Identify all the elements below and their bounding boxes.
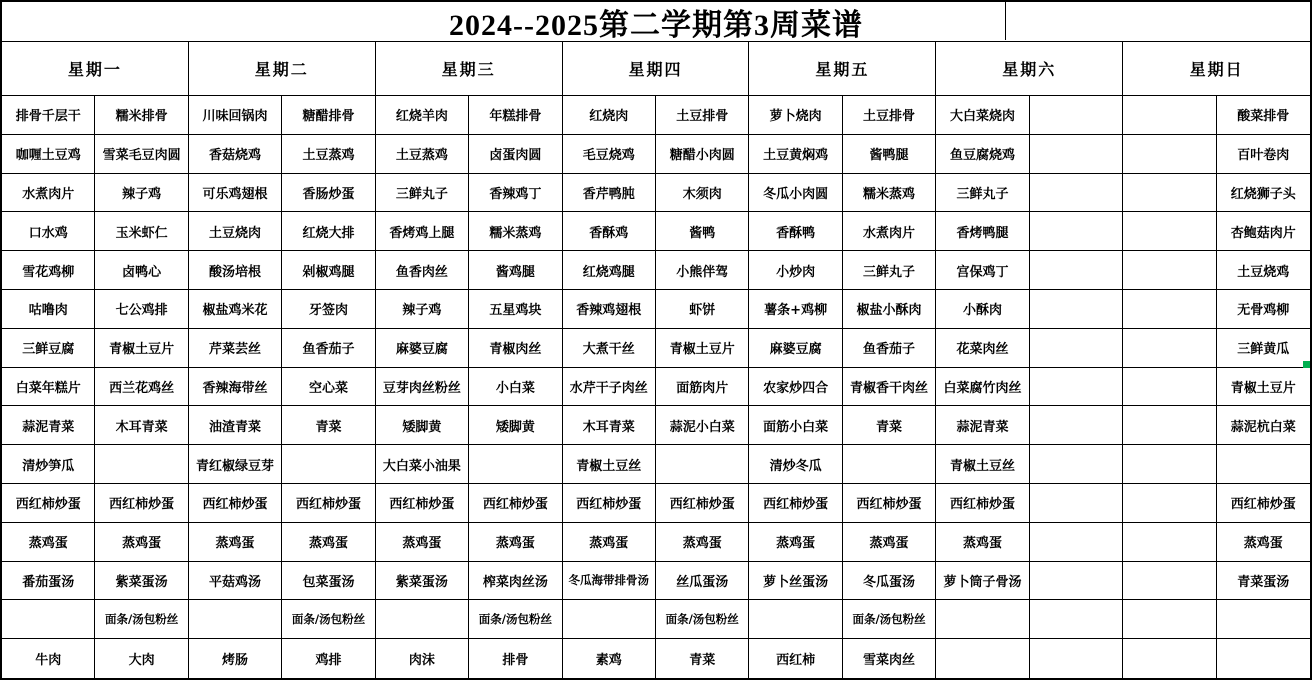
menu-title: 2024--2025第二学期第3周菜谱 <box>2 2 1310 42</box>
menu-cell[interactable]: 番茄蛋汤 <box>2 562 95 601</box>
menu-cell[interactable]: 香酥鸭 <box>749 212 842 251</box>
menu-cell[interactable]: 酱鸭腿 <box>843 135 936 174</box>
menu-cell[interactable]: 口水鸡 <box>2 212 95 251</box>
empty-cell[interactable] <box>656 445 749 484</box>
menu-cell[interactable]: 蒸鸡蛋 <box>563 523 656 562</box>
menu-cell[interactable]: 面条/汤包粉丝 <box>843 600 936 639</box>
menu-cell[interactable]: 木须肉 <box>656 174 749 213</box>
menu-cell[interactable]: 水煮肉片 <box>2 174 95 213</box>
menu-cell[interactable]: 宫保鸡丁 <box>936 251 1029 290</box>
menu-cell[interactable]: 农家炒四合 <box>749 368 842 407</box>
empty-cell[interactable] <box>189 600 282 639</box>
menu-cell[interactable]: 西红柿炒蛋 <box>843 484 936 523</box>
menu-cell[interactable]: 豆芽肉丝粉丝 <box>376 368 469 407</box>
menu-cell[interactable]: 包菜蛋汤 <box>282 562 375 601</box>
empty-cell[interactable] <box>1123 600 1216 639</box>
menu-cell[interactable]: 薯条+鸡柳 <box>749 290 842 329</box>
menu-cell[interactable]: 青菜 <box>656 639 749 678</box>
menu-cell[interactable]: 川味回锅肉 <box>189 96 282 135</box>
menu-cell[interactable]: 酸汤培根 <box>189 251 282 290</box>
menu-cell[interactable]: 红烧羊肉 <box>376 96 469 135</box>
empty-cell[interactable] <box>2 600 95 639</box>
menu-cell[interactable]: 玉米虾仁 <box>95 212 188 251</box>
menu-cell[interactable]: 矮脚黄 <box>376 406 469 445</box>
menu-cell[interactable]: 西红柿炒蛋 <box>656 484 749 523</box>
menu-cell[interactable]: 香菇烧鸡 <box>189 135 282 174</box>
menu-cell[interactable]: 三鲜丸子 <box>936 174 1029 213</box>
menu-cell[interactable]: 小炒肉 <box>749 251 842 290</box>
day-header-4[interactable]: 星期四 <box>563 42 750 96</box>
menu-cell[interactable]: 红烧鸡腿 <box>563 251 656 290</box>
menu-cell[interactable]: 咖喱土豆鸡 <box>2 135 95 174</box>
menu-cell[interactable]: 糯米蒸鸡 <box>469 212 562 251</box>
menu-cell[interactable]: 水芹干子肉丝 <box>563 368 656 407</box>
menu-cell[interactable]: 西红柿炒蛋 <box>1217 484 1310 523</box>
empty-cell[interactable] <box>1217 639 1310 678</box>
menu-cell[interactable]: 冬瓜海带排骨汤 <box>563 562 656 601</box>
menu-cell[interactable]: 香辣海带丝 <box>189 368 282 407</box>
menu-cell[interactable]: 七公鸡排 <box>95 290 188 329</box>
empty-cell[interactable] <box>936 600 1029 639</box>
menu-cell[interactable]: 西红柿炒蛋 <box>749 484 842 523</box>
menu-cell[interactable]: 冬瓜蛋汤 <box>843 562 936 601</box>
menu-cell[interactable]: 青椒香干肉丝 <box>843 368 936 407</box>
menu-cell[interactable]: 大肉 <box>95 639 188 678</box>
empty-cell[interactable] <box>1030 523 1123 562</box>
menu-cell[interactable]: 面条/汤包粉丝 <box>469 600 562 639</box>
title-divider-line <box>1005 0 1006 40</box>
menu-cell[interactable]: 萝卜丝蛋汤 <box>749 562 842 601</box>
menu-cell[interactable]: 土豆蒸鸡 <box>282 135 375 174</box>
menu-cell[interactable]: 西红柿炒蛋 <box>936 484 1029 523</box>
menu-cell[interactable]: 矮脚黄 <box>469 406 562 445</box>
menu-cell[interactable]: 青椒土豆片 <box>1217 368 1310 407</box>
menu-cell[interactable]: 面筋小白菜 <box>749 406 842 445</box>
menu-cell[interactable]: 排骨千层干 <box>2 96 95 135</box>
menu-cell[interactable]: 香烤鸡上腿 <box>376 212 469 251</box>
menu-cell[interactable]: 雪菜毛豆肉圆 <box>95 135 188 174</box>
menu-cell[interactable]: 三鲜豆腐 <box>2 329 95 368</box>
menu-cell[interactable]: 麻婆豆腐 <box>376 329 469 368</box>
menu-cell[interactable]: 紫菜蛋汤 <box>95 562 188 601</box>
menu-cell[interactable]: 清炒笋瓜 <box>2 445 95 484</box>
empty-cell[interactable] <box>469 445 562 484</box>
day-header-7[interactable]: 星期日 <box>1123 42 1310 96</box>
empty-cell[interactable] <box>1030 639 1123 678</box>
empty-cell[interactable] <box>1030 600 1123 639</box>
menu-cell[interactable]: 清炒冬瓜 <box>749 445 842 484</box>
menu-cell[interactable]: 剁椒鸡腿 <box>282 251 375 290</box>
empty-cell[interactable] <box>1030 174 1123 213</box>
empty-cell[interactable] <box>1123 135 1216 174</box>
empty-cell[interactable] <box>1217 600 1310 639</box>
menu-cell[interactable]: 蒸鸡蛋 <box>189 523 282 562</box>
menu-cell[interactable]: 青椒土豆丝 <box>936 445 1029 484</box>
menu-cell[interactable]: 西兰花鸡丝 <box>95 368 188 407</box>
menu-cell[interactable]: 红烧大排 <box>282 212 375 251</box>
menu-cell[interactable]: 土豆烧肉 <box>189 212 282 251</box>
menu-cell[interactable]: 红烧狮子头 <box>1217 174 1310 213</box>
menu-cell[interactable]: 面条/汤包粉丝 <box>656 600 749 639</box>
menu-cell[interactable]: 蒸鸡蛋 <box>469 523 562 562</box>
menu-cell[interactable]: 素鸡 <box>563 639 656 678</box>
menu-cell[interactable]: 排骨 <box>469 639 562 678</box>
menu-cell[interactable]: 牛肉 <box>2 639 95 678</box>
empty-cell[interactable] <box>1123 523 1216 562</box>
empty-cell[interactable] <box>1030 329 1123 368</box>
menu-cell[interactable]: 蒸鸡蛋 <box>282 523 375 562</box>
empty-cell[interactable] <box>936 639 1029 678</box>
menu-cell[interactable]: 雪菜肉丝 <box>843 639 936 678</box>
menu-cell[interactable]: 杏鲍菇肉片 <box>1217 212 1310 251</box>
menu-cell[interactable]: 五星鸡块 <box>469 290 562 329</box>
menu-cell[interactable]: 烤肠 <box>189 639 282 678</box>
empty-cell[interactable] <box>749 600 842 639</box>
menu-cell[interactable]: 青椒肉丝 <box>469 329 562 368</box>
menu-cell[interactable]: 虾饼 <box>656 290 749 329</box>
menu-cell[interactable]: 鱼香茄子 <box>843 329 936 368</box>
menu-cell[interactable]: 辣子鸡 <box>376 290 469 329</box>
menu-cell[interactable]: 土豆蒸鸡 <box>376 135 469 174</box>
menu-cell[interactable]: 无骨鸡柳 <box>1217 290 1310 329</box>
menu-cell[interactable]: 糖醋小肉圆 <box>656 135 749 174</box>
menu-cell[interactable]: 花菜肉丝 <box>936 329 1029 368</box>
menu-cell[interactable]: 西红柿炒蛋 <box>376 484 469 523</box>
menu-cell[interactable]: 可乐鸡翅根 <box>189 174 282 213</box>
empty-cell[interactable] <box>843 445 936 484</box>
menu-cell[interactable]: 土豆黄焖鸡 <box>749 135 842 174</box>
day-header-5[interactable]: 星期五 <box>749 42 936 96</box>
menu-cell[interactable]: 大白菜烧肉 <box>936 96 1029 135</box>
menu-cell[interactable]: 蒜泥青菜 <box>2 406 95 445</box>
menu-cell[interactable]: 白菜腐竹肉丝 <box>936 368 1029 407</box>
menu-cell[interactable]: 三鲜黄瓜 <box>1217 329 1310 368</box>
empty-cell[interactable] <box>1123 368 1216 407</box>
menu-cell[interactable]: 青菜 <box>843 406 936 445</box>
menu-cell[interactable]: 榨菜肉丝汤 <box>469 562 562 601</box>
menu-cell[interactable]: 三鲜丸子 <box>843 251 936 290</box>
empty-cell[interactable] <box>1123 251 1216 290</box>
empty-cell[interactable] <box>1123 212 1216 251</box>
menu-cell[interactable]: 西红柿炒蛋 <box>189 484 282 523</box>
menu-cell[interactable]: 木耳青菜 <box>563 406 656 445</box>
menu-cell[interactable]: 三鲜丸子 <box>376 174 469 213</box>
menu-cell[interactable]: 水煮肉片 <box>843 212 936 251</box>
menu-cell[interactable]: 椒盐小酥肉 <box>843 290 936 329</box>
menu-cell[interactable]: 鸡排 <box>282 639 375 678</box>
menu-cell[interactable]: 年糕排骨 <box>469 96 562 135</box>
empty-cell[interactable] <box>1123 329 1216 368</box>
menu-cell[interactable]: 蒜泥小白菜 <box>656 406 749 445</box>
empty-cell[interactable] <box>1123 562 1216 601</box>
menu-cell[interactable]: 西红柿炒蛋 <box>95 484 188 523</box>
empty-cell[interactable] <box>282 445 375 484</box>
menu-cell[interactable]: 肉沫 <box>376 639 469 678</box>
empty-cell[interactable] <box>1030 212 1123 251</box>
empty-cell[interactable] <box>1123 174 1216 213</box>
menu-cell[interactable]: 小白菜 <box>469 368 562 407</box>
empty-cell[interactable] <box>1030 290 1123 329</box>
empty-cell[interactable] <box>95 445 188 484</box>
menu-cell[interactable]: 香肠炒蛋 <box>282 174 375 213</box>
menu-cell[interactable]: 西红柿炒蛋 <box>469 484 562 523</box>
empty-cell[interactable] <box>1123 484 1216 523</box>
menu-cell[interactable]: 青红椒绿豆芽 <box>189 445 282 484</box>
menu-cell[interactable]: 蒸鸡蛋 <box>843 523 936 562</box>
empty-cell[interactable] <box>1030 445 1123 484</box>
menu-cell[interactable]: 西红柿炒蛋 <box>2 484 95 523</box>
day-header-6[interactable]: 星期六 <box>936 42 1123 96</box>
menu-cell[interactable]: 萝卜筒子骨汤 <box>936 562 1029 601</box>
menu-cell[interactable]: 土豆烧鸡 <box>1217 251 1310 290</box>
menu-cell[interactable]: 平菇鸡汤 <box>189 562 282 601</box>
menu-cell[interactable]: 酱鸡腿 <box>469 251 562 290</box>
menu-cell[interactable]: 大煮干丝 <box>563 329 656 368</box>
menu-cell[interactable]: 蒸鸡蛋 <box>2 523 95 562</box>
menu-cell[interactable]: 牙签肉 <box>282 290 375 329</box>
menu-cell[interactable]: 酸菜排骨 <box>1217 96 1310 135</box>
empty-cell[interactable] <box>1030 251 1123 290</box>
menu-cell[interactable]: 蒸鸡蛋 <box>95 523 188 562</box>
menu-cell[interactable]: 蒸鸡蛋 <box>376 523 469 562</box>
menu-cell[interactable]: 青椒土豆片 <box>95 329 188 368</box>
menu-cell[interactable]: 土豆排骨 <box>843 96 936 135</box>
menu-cell[interactable]: 油渣青菜 <box>189 406 282 445</box>
menu-cell[interactable]: 鱼香茄子 <box>282 329 375 368</box>
menu-cell[interactable]: 冬瓜小肉圆 <box>749 174 842 213</box>
menu-cell[interactable]: 土豆排骨 <box>656 96 749 135</box>
menu-cell[interactable]: 香芹鸭肫 <box>563 174 656 213</box>
menu-cell[interactable]: 芹菜芸丝 <box>189 329 282 368</box>
menu-cell[interactable]: 辣子鸡 <box>95 174 188 213</box>
empty-cell[interactable] <box>376 600 469 639</box>
empty-cell[interactable] <box>1123 639 1216 678</box>
menu-cell[interactable]: 蒸鸡蛋 <box>749 523 842 562</box>
menu-cell[interactable]: 糯米蒸鸡 <box>843 174 936 213</box>
menu-cell[interactable]: 西红柿 <box>749 639 842 678</box>
empty-cell[interactable] <box>1030 135 1123 174</box>
menu-cell[interactable]: 面条/汤包粉丝 <box>95 600 188 639</box>
menu-cell[interactable]: 酱鸭 <box>656 212 749 251</box>
empty-cell[interactable] <box>1030 562 1123 601</box>
menu-cell[interactable]: 蒸鸡蛋 <box>656 523 749 562</box>
menu-cell[interactable]: 麻婆豆腐 <box>749 329 842 368</box>
empty-cell[interactable] <box>1030 484 1123 523</box>
menu-cell[interactable]: 面条/汤包粉丝 <box>282 600 375 639</box>
empty-cell[interactable] <box>1123 406 1216 445</box>
menu-cell[interactable]: 空心菜 <box>282 368 375 407</box>
menu-cell[interactable]: 西红柿炒蛋 <box>282 484 375 523</box>
menu-cell[interactable]: 蒸鸡蛋 <box>1217 523 1310 562</box>
menu-cell[interactable]: 小熊伴驾 <box>656 251 749 290</box>
empty-cell[interactable] <box>563 600 656 639</box>
menu-cell[interactable]: 糯米排骨 <box>95 96 188 135</box>
menu-cell[interactable]: 木耳青菜 <box>95 406 188 445</box>
menu-cell[interactable]: 香酥鸡 <box>563 212 656 251</box>
menu-cell[interactable]: 百叶卷肉 <box>1217 135 1310 174</box>
menu-cell[interactable]: 鱼豆腐烧鸡 <box>936 135 1029 174</box>
menu-cell[interactable]: 毛豆烧鸡 <box>563 135 656 174</box>
menu-cell[interactable]: 青椒土豆丝 <box>563 445 656 484</box>
menu-cell[interactable]: 小酥肉 <box>936 290 1029 329</box>
menu-cell[interactable]: 西红柿炒蛋 <box>563 484 656 523</box>
menu-cell[interactable]: 紫菜蛋汤 <box>376 562 469 601</box>
empty-cell[interactable] <box>1030 406 1123 445</box>
menu-cell[interactable]: 卤蛋肉圆 <box>469 135 562 174</box>
empty-cell[interactable] <box>1123 290 1216 329</box>
selection-fill-handle-icon[interactable] <box>1303 361 1310 368</box>
menu-cell[interactable]: 糖醋排骨 <box>282 96 375 135</box>
empty-cell[interactable] <box>1030 96 1123 135</box>
menu-cell[interactable]: 青椒土豆片 <box>656 329 749 368</box>
empty-cell[interactable] <box>1123 96 1216 135</box>
day-header-2[interactable]: 星期二 <box>189 42 376 96</box>
menu-cell[interactable]: 萝卜烧肉 <box>749 96 842 135</box>
menu-cell[interactable]: 蒸鸡蛋 <box>936 523 1029 562</box>
menu-cell[interactable]: 白菜年糕片 <box>2 368 95 407</box>
menu-cell[interactable]: 卤鸭心 <box>95 251 188 290</box>
empty-cell[interactable] <box>1030 368 1123 407</box>
menu-cell[interactable]: 面筋肉片 <box>656 368 749 407</box>
menu-cell[interactable]: 蒜泥杭白菜 <box>1217 406 1310 445</box>
menu-cell[interactable]: 鱼香肉丝 <box>376 251 469 290</box>
menu-cell[interactable]: 香辣鸡丁 <box>469 174 562 213</box>
day-header-1[interactable]: 星期一 <box>2 42 189 96</box>
menu-cell[interactable]: 丝瓜蛋汤 <box>656 562 749 601</box>
menu-cell[interactable]: 蒜泥青菜 <box>936 406 1029 445</box>
menu-cell[interactable]: 香烤鸭腿 <box>936 212 1029 251</box>
menu-cell[interactable]: 咕噜肉 <box>2 290 95 329</box>
empty-cell[interactable] <box>1123 445 1216 484</box>
empty-cell[interactable] <box>1217 445 1310 484</box>
menu-cell[interactable]: 香辣鸡翅根 <box>563 290 656 329</box>
menu-cell[interactable]: 青菜 <box>282 406 375 445</box>
menu-cell[interactable]: 红烧肉 <box>563 96 656 135</box>
menu-cell[interactable]: 青菜蛋汤 <box>1217 562 1310 601</box>
menu-cell[interactable]: 雪花鸡柳 <box>2 251 95 290</box>
menu-cell[interactable]: 椒盐鸡米花 <box>189 290 282 329</box>
day-header-3[interactable]: 星期三 <box>376 42 563 96</box>
menu-cell[interactable]: 大白菜小油果 <box>376 445 469 484</box>
